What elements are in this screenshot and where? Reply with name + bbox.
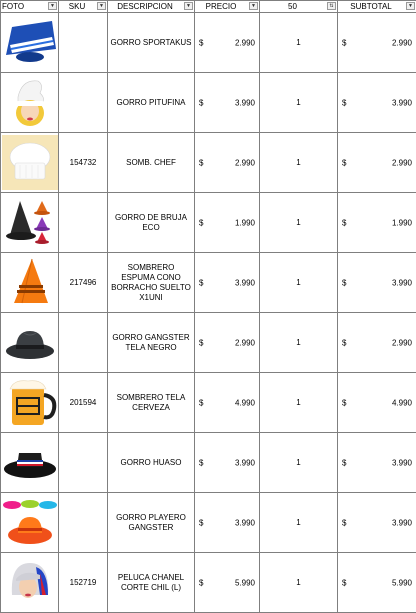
subtotal-cell bbox=[338, 553, 416, 613]
price-cell bbox=[195, 493, 260, 553]
table-row bbox=[1, 13, 416, 73]
gangster-hat-photo bbox=[2, 315, 58, 370]
quantity-cell[interactable]: 1 bbox=[260, 73, 338, 133]
filter-dropdown-button[interactable] bbox=[249, 2, 258, 10]
filter-dropdown-button[interactable] bbox=[406, 2, 415, 10]
column-header-label: PRECIO bbox=[195, 1, 259, 12]
currency-symbol: $ bbox=[199, 458, 203, 467]
column-header-label: 50 bbox=[260, 1, 337, 12]
sku-cell bbox=[59, 313, 108, 373]
filter-dropdown-button[interactable] bbox=[48, 2, 57, 10]
currency-symbol: $ bbox=[199, 38, 203, 47]
quantity-cell[interactable]: 1 bbox=[260, 193, 338, 253]
sku-cell bbox=[59, 193, 108, 253]
currency-symbol: $ bbox=[199, 518, 203, 527]
sort-icon: ⇅ bbox=[329, 4, 333, 9]
sku-cell bbox=[59, 493, 108, 553]
subtotal-value: 5.990 bbox=[392, 578, 412, 587]
product-photo-cell bbox=[1, 493, 59, 553]
subtotal-value: 3.990 bbox=[392, 518, 412, 527]
product-photo-cell bbox=[1, 313, 59, 373]
sport-headband-hat-photo bbox=[2, 15, 58, 70]
sku-cell: 217496 bbox=[59, 253, 108, 313]
sku-cell bbox=[59, 73, 108, 133]
price-value: 5.990 bbox=[235, 578, 255, 587]
currency-symbol: $ bbox=[342, 398, 346, 407]
sku-cell: 152719 bbox=[59, 553, 108, 613]
table-row bbox=[1, 373, 416, 433]
price-value: 2.990 bbox=[235, 338, 255, 347]
subtotal-cell bbox=[338, 73, 416, 133]
product-photo-cell bbox=[1, 253, 59, 313]
quantity-cell[interactable]: 1 bbox=[260, 133, 338, 193]
header-row bbox=[1, 1, 416, 13]
price-cell bbox=[195, 433, 260, 493]
currency-symbol: $ bbox=[199, 218, 203, 227]
description-cell: GORRO PLAYERO GANGSTER bbox=[108, 493, 195, 553]
subtotal-value: 2.990 bbox=[392, 38, 412, 47]
subtotal-value: 2.990 bbox=[392, 338, 412, 347]
description-cell: SOMBRERO ESPUMA CONO BORRACHO SUELTO X1UNI bbox=[108, 253, 195, 313]
currency-symbol: $ bbox=[199, 398, 203, 407]
price-value: 3.990 bbox=[235, 518, 255, 527]
subtotal-cell bbox=[338, 493, 416, 553]
description-cell: GORRO PITUFINA bbox=[108, 73, 195, 133]
description-cell: GORRO HUASO bbox=[108, 433, 195, 493]
subtotal-cell bbox=[338, 193, 416, 253]
chanel-wig-photo bbox=[2, 555, 58, 610]
currency-symbol: $ bbox=[342, 578, 346, 587]
beer-mug-hat-photo bbox=[2, 375, 58, 430]
price-cell bbox=[195, 373, 260, 433]
price-cell bbox=[195, 13, 260, 73]
sku-cell bbox=[59, 13, 108, 73]
quantity-cell[interactable]: 1 bbox=[260, 253, 338, 313]
column-header-foto bbox=[1, 1, 59, 13]
column-header-label: FOTO bbox=[1, 1, 58, 12]
filter-sort-button[interactable] bbox=[327, 2, 336, 10]
sku-cell bbox=[59, 433, 108, 493]
description-cell: GORRO SPORTAKUS bbox=[108, 13, 195, 73]
table-row bbox=[1, 193, 416, 253]
chef-hat-photo bbox=[2, 135, 58, 190]
subtotal-cell bbox=[338, 313, 416, 373]
quantity-cell[interactable]: 1 bbox=[260, 433, 338, 493]
currency-symbol: $ bbox=[199, 578, 203, 587]
column-header-cantidad bbox=[260, 1, 338, 13]
table-row bbox=[1, 433, 416, 493]
column-header-label: DESCRIPCION bbox=[108, 1, 194, 12]
column-header-subtotal bbox=[338, 1, 416, 13]
column-header-label: SKU bbox=[59, 1, 107, 12]
table-row bbox=[1, 553, 416, 613]
price-cell bbox=[195, 553, 260, 613]
witch-hats-photo bbox=[2, 195, 58, 250]
subtotal-value: 3.990 bbox=[392, 98, 412, 107]
subtotal-value: 1.990 bbox=[392, 218, 412, 227]
currency-symbol: $ bbox=[342, 158, 346, 167]
subtotal-value: 3.990 bbox=[392, 278, 412, 287]
price-cell bbox=[195, 133, 260, 193]
product-photo-cell bbox=[1, 193, 59, 253]
chevron-down-icon: ▼ bbox=[408, 4, 413, 9]
currency-symbol: $ bbox=[342, 338, 346, 347]
subtotal-cell bbox=[338, 133, 416, 193]
subtotal-cell bbox=[338, 433, 416, 493]
column-header-descripcion bbox=[108, 1, 195, 13]
orange-cone-hat-photo bbox=[2, 255, 58, 310]
currency-symbol: $ bbox=[342, 458, 346, 467]
chevron-down-icon: ▼ bbox=[50, 4, 55, 9]
column-header-sku bbox=[59, 1, 108, 13]
quantity-cell[interactable]: 1 bbox=[260, 493, 338, 553]
price-value: 2.990 bbox=[235, 38, 255, 47]
price-value: 3.990 bbox=[235, 278, 255, 287]
product-photo-cell bbox=[1, 373, 59, 433]
price-value: 3.990 bbox=[235, 98, 255, 107]
description-cell: PELUCA CHANEL CORTE CHIL (L) bbox=[108, 553, 195, 613]
huaso-hat-photo bbox=[2, 435, 58, 490]
subtotal-value: 4.990 bbox=[392, 398, 412, 407]
description-cell: SOMB. CHEF bbox=[108, 133, 195, 193]
description-cell: GORRO DE BRUJA ECO bbox=[108, 193, 195, 253]
product-photo-cell bbox=[1, 133, 59, 193]
currency-symbol: $ bbox=[342, 518, 346, 527]
price-cell bbox=[195, 73, 260, 133]
price-cell bbox=[195, 313, 260, 373]
subtotal-value: 2.990 bbox=[392, 158, 412, 167]
sku-cell: 154732 bbox=[59, 133, 108, 193]
table-row bbox=[1, 493, 416, 553]
description-cell: SOMBRERO TELA CERVEZA bbox=[108, 373, 195, 433]
subtotal-cell bbox=[338, 373, 416, 433]
currency-symbol: $ bbox=[199, 278, 203, 287]
subtotal-cell bbox=[338, 13, 416, 73]
product-photo-cell bbox=[1, 73, 59, 133]
product-photo-cell bbox=[1, 553, 59, 613]
quantity-cell[interactable]: 1 bbox=[260, 13, 338, 73]
price-cell bbox=[195, 253, 260, 313]
sku-cell: 201594 bbox=[59, 373, 108, 433]
table-row bbox=[1, 313, 416, 373]
quantity-cell[interactable]: 1 bbox=[260, 373, 338, 433]
column-header-label: SUBTOTAL bbox=[338, 1, 416, 12]
price-cell bbox=[195, 193, 260, 253]
filter-dropdown-button[interactable] bbox=[184, 2, 193, 10]
currency-symbol: $ bbox=[199, 158, 203, 167]
product-photo-cell bbox=[1, 13, 59, 73]
chevron-down-icon: ▼ bbox=[186, 4, 191, 9]
currency-symbol: $ bbox=[199, 98, 203, 107]
currency-symbol: $ bbox=[342, 278, 346, 287]
subtotal-cell bbox=[338, 253, 416, 313]
price-value: 2.990 bbox=[235, 158, 255, 167]
column-header-precio bbox=[195, 1, 260, 13]
neon-gangster-hats-photo bbox=[2, 495, 58, 550]
product-photo-cell bbox=[1, 433, 59, 493]
table-row bbox=[1, 133, 416, 193]
currency-symbol: $ bbox=[342, 38, 346, 47]
quantity-cell[interactable]: 1 bbox=[260, 553, 338, 613]
currency-symbol: $ bbox=[199, 338, 203, 347]
quantity-cell[interactable]: 1 bbox=[260, 313, 338, 373]
table-row bbox=[1, 253, 416, 313]
price-value: 4.990 bbox=[235, 398, 255, 407]
price-value: 1.990 bbox=[235, 218, 255, 227]
chevron-down-icon: ▼ bbox=[251, 4, 256, 9]
table-row bbox=[1, 73, 416, 133]
chevron-down-icon: ▼ bbox=[99, 4, 104, 9]
price-value: 3.990 bbox=[235, 458, 255, 467]
currency-symbol: $ bbox=[342, 218, 346, 227]
currency-symbol: $ bbox=[342, 98, 346, 107]
smurf-wig-hat-photo bbox=[2, 75, 58, 130]
filter-dropdown-button[interactable] bbox=[97, 2, 106, 10]
subtotal-value: 3.990 bbox=[392, 458, 412, 467]
description-cell: GORRO GANGSTER TELA NEGRO bbox=[108, 313, 195, 373]
